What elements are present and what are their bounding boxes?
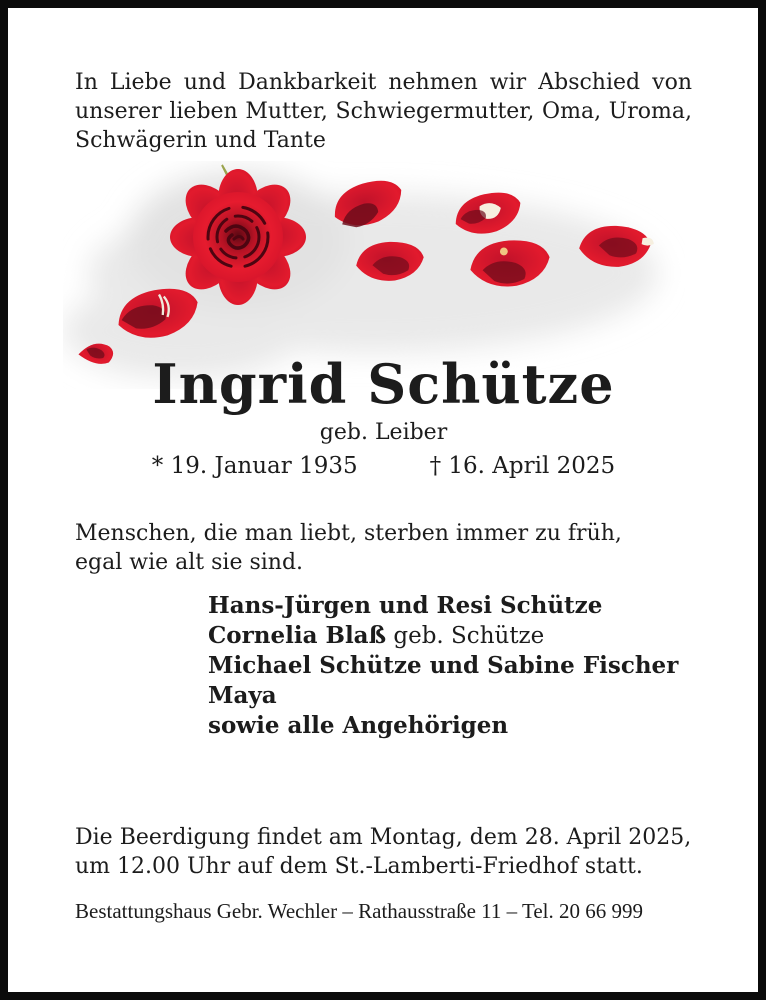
obituary-content [8, 8, 758, 992]
funeral-line: Die Beerdigung findet am Montag, dem 28. April 2025, [75, 825, 692, 850]
mourner-line: Michael Schütze und Sabine Fischer [208, 652, 679, 679]
maiden-name: geb. Leiber [319, 420, 448, 445]
intro-line: unserer lieben Mutter, Schwiegermutter, Oma, Uroma, [75, 99, 692, 124]
mourner-line: Cornelia Blaß geb. Schütze [208, 622, 545, 649]
funeral-line: um 12.00 Uhr auf dem St.-Lamberti-Friedhof statt. [75, 854, 643, 879]
mourners-list [208, 591, 692, 741]
memorial-quote [75, 519, 692, 577]
mourner-line: Maya [208, 682, 277, 709]
intro-paragraph [75, 68, 692, 155]
life-dates [75, 452, 692, 481]
death-date: † 16. April 2025 [429, 453, 616, 479]
mourner-line: Hans-Jürgen und Resi Schütze [208, 592, 603, 619]
quote-line: egal wie alt sie sind. [75, 550, 304, 575]
quote-line: Menschen, die man liebt, sterben immer zu früh, [75, 521, 622, 546]
deceased-name: Ingrid Schütze [152, 352, 615, 416]
birth-date: * 19. Januar 1935 [151, 453, 358, 479]
intro-line: Schwägerin und Tante [75, 128, 326, 153]
funeral-home-info: Bestattungshaus Gebr. Wechler – Rathausstraße 11 – Tel. 20 66 999 [75, 899, 644, 923]
funeral-details [75, 823, 692, 881]
mourner-line: sowie alle Angehörigen [208, 712, 509, 739]
intro-line: In Liebe und Dankbarkeit nehmen wir Abschied von [75, 70, 692, 95]
